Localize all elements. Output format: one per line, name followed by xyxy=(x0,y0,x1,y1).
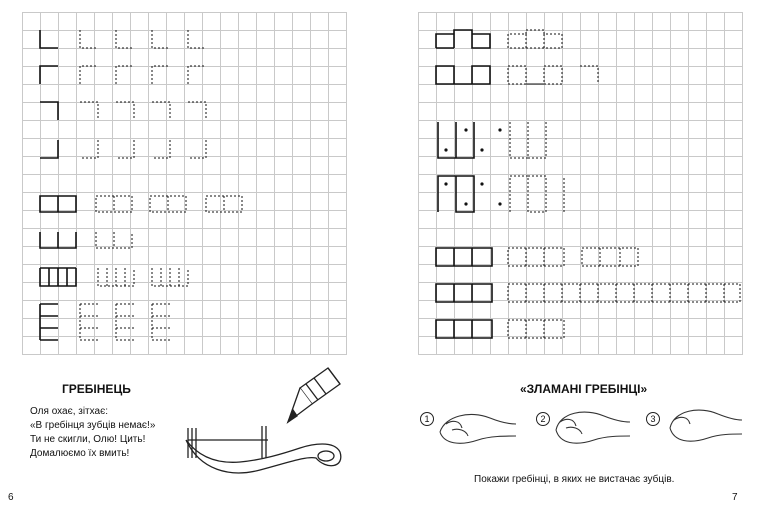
page-number-left: 6 xyxy=(8,492,14,503)
step-badge: 1 xyxy=(420,412,434,426)
poem-line: Оля охає, зітхає: xyxy=(30,406,108,417)
page-number-right: 7 xyxy=(732,492,738,503)
left-page-title: ГРЕБІНЕЦЬ xyxy=(62,382,131,396)
poem-line: Домалюємо їх вмить! xyxy=(30,448,130,459)
poem-line: «В гребінця зубців немає!» xyxy=(30,420,156,431)
poem-line: Ти не скигли, Олю! Цить! xyxy=(30,434,146,445)
hand-step-2-icon xyxy=(556,412,630,443)
step-badge: 2 xyxy=(536,412,550,426)
hand-step-1-icon xyxy=(440,414,516,443)
step-badge: 3 xyxy=(646,412,660,426)
instruction-text: Покажи гребінці, в яких не вистачає зубців. xyxy=(474,474,675,485)
hand-step-3-icon xyxy=(670,410,742,441)
right-page-title: «ЗЛАМАНІ ГРЕБІНЦІ» xyxy=(520,382,648,396)
